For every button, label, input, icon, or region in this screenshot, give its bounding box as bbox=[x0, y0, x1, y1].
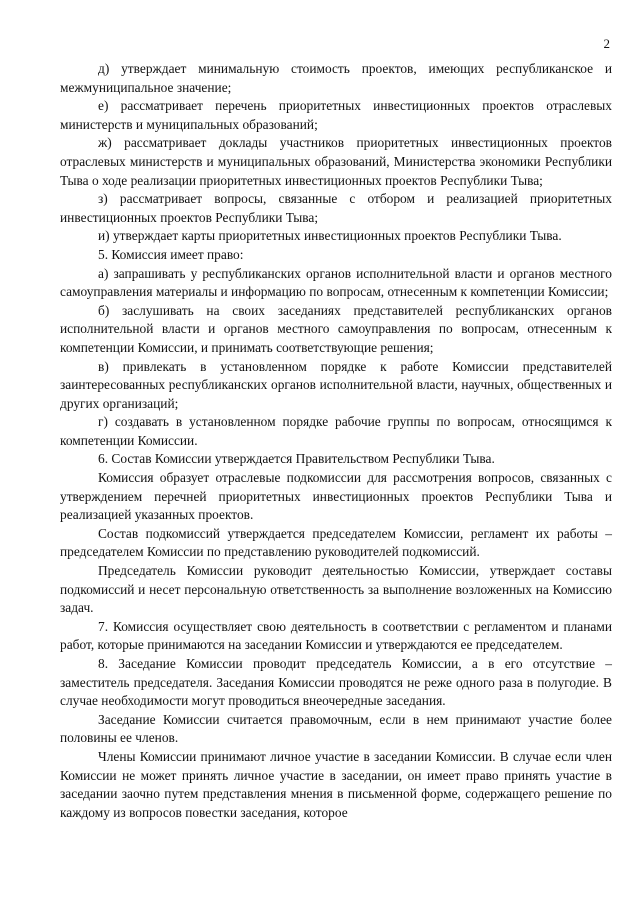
paragraph-b: б) заслушивать на своих заседаниях представителей республиканских органов исполнительной власти и органов местного самоуправления по вопросам, отнесенным к компетенции Комиссии, и принимать соответствующие решения; bbox=[60, 302, 612, 355]
paragraph-v: в) привлекать в установленном порядке к работе Комиссии представителей заинтересованных республиканских органов исполнительной власти, научных, общественных и других организаций; bbox=[60, 358, 612, 411]
paragraph-i: и) утверждает карты приоритетных инвестиционных проектов Республики Тыва. bbox=[98, 228, 562, 244]
paragraph-subcommission-composition: Состав подкомиссий утверждается председателем Комиссии, регламент их работы – председателем Комиссии по представлению руководителей подкомиссий. bbox=[60, 525, 612, 560]
section-7: 7. Комиссия осуществляет свою деятельность в соответствии с регламентом и планами работ, которые принимаются на заседании Комиссии и утверждаются ее председателем. bbox=[60, 618, 612, 653]
section-8: 8. Заседание Комиссии проводит председатель Комиссии, а в его отсутствие – заместитель председателя. Заседания Комиссии проводятся не реже одного раза в полугодие. В случае необходимости могут проводиться внеочередные заседания. bbox=[60, 656, 612, 709]
paragraph-e: е) рассматривает перечень приоритетных инвестиционных проектов отраслевых министерств и муниципальных образований; bbox=[60, 98, 612, 132]
paragraph-g: г) создавать в установленном порядке рабочие группы по вопросам, относящимся к компетенции Комиссии. bbox=[60, 414, 612, 448]
paragraph-subcommissions: Комиссия образует отраслевые подкомиссии для рассмотрения вопросов, связанных с утверждением перечней приоритетных инвестиционных проектов Республики Тыва и реализацией указанных проектов. bbox=[60, 470, 612, 523]
paragraph-zh: ж) рассматривает доклады участников приоритетных инвестиционных проектов отраслевых министерств и муниципальных образований, Министерства экономики Республики Тыва о ходе реализации приоритетных инвестиционных проектов Республики Тыва; bbox=[60, 135, 612, 188]
paragraph-quorum: Заседание Комиссии считается правомочным, если в нем принимают участие более половины ее членов. bbox=[60, 711, 612, 746]
paragraph-chairman: Председатель Комиссии руководит деятельностью Комиссии, утверждает составы подкомиссий и несет персональную ответственность за выполнение возложенных на Комиссию задач. bbox=[60, 563, 612, 616]
paragraph-a: а) запрашивать у республиканских органов исполнительной власти и органов местного самоуправления материалы и информацию по вопросам, отнесенным к компетенции Комиссии; bbox=[60, 265, 612, 300]
section-5-heading: 5. Комиссия имеет право: bbox=[98, 246, 244, 262]
paragraph-d: д) утверждает минимальную стоимость проектов, имеющих республиканское и межмуниципальное значение; bbox=[60, 61, 612, 95]
document-body bbox=[60, 60, 612, 822]
paragraph-members-participation: Члены Комиссии принимают личное участие в заседании Комиссии. В случае если член Комиссии не может принять личное участие в заседании, он имеет право принять участие в заседании заочно путем представления мнения в письменной форме, содержащего решение по каждому из вопросов повестки заседания, которое bbox=[60, 748, 612, 820]
paragraph-z: з) рассматривает вопросы, связанные с отбором и реализацией приоритетных инвестиционных проектов Республики Тыва; bbox=[60, 191, 612, 225]
section-6: 6. Состав Комиссии утверждается Правительством Республики Тыва. bbox=[98, 451, 495, 467]
page-number: 2 bbox=[603, 36, 610, 51]
